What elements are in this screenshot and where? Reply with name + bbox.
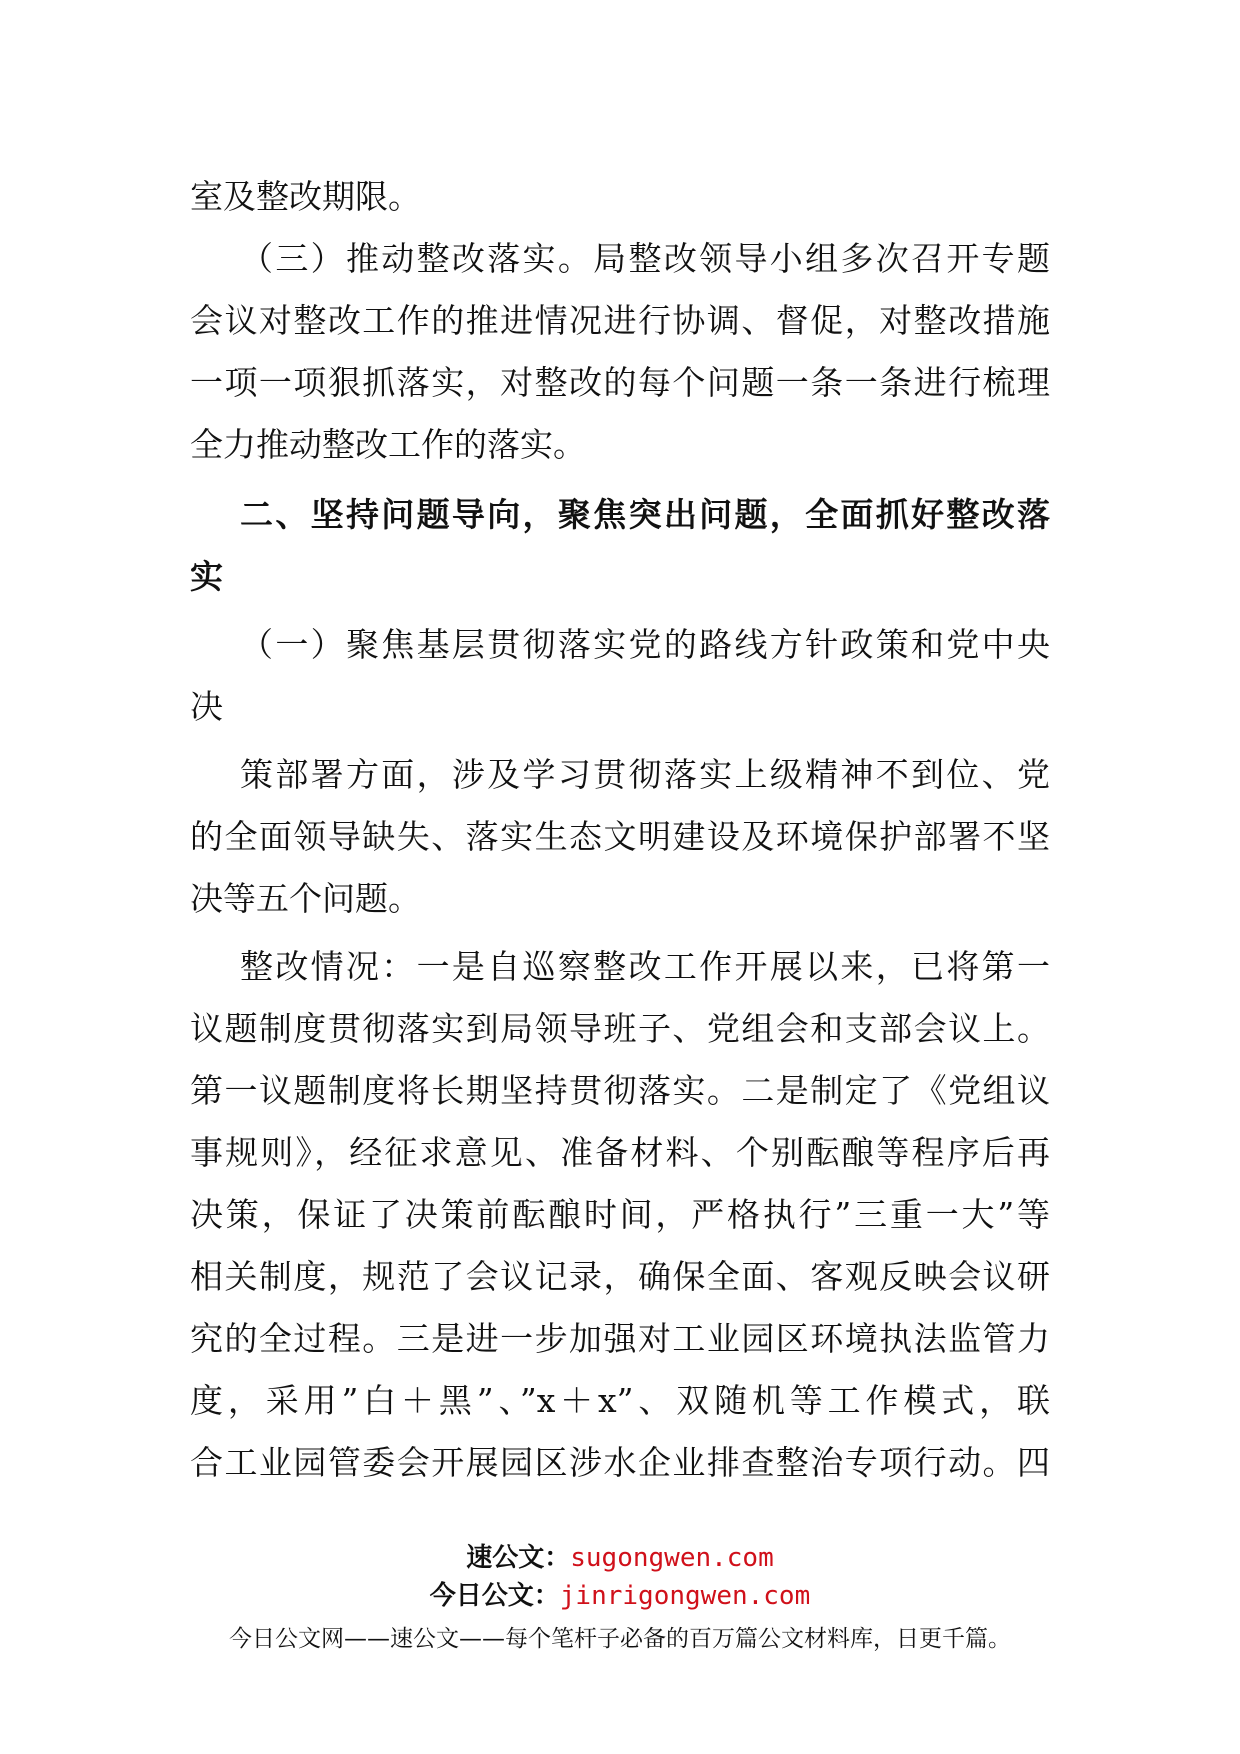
section-heading-1-cont: 决 [190,687,223,726]
text-line: 室及整改期限。 [190,177,421,216]
text-line: 一项一项狠抓落实，对整改的每个问题一条一条进行梳理 [190,363,1050,402]
section-heading-3: （三）推动整改落实。局整改领导小组多次召开专题 [240,239,1050,278]
footer-site-2-label: 今日公文： [429,1581,560,1611]
footer-site-1 [0,1540,1240,1576]
text-line: 议题制度贯彻落实到局领导班子、党组会和支部会议上。 [190,1009,1050,1048]
text-line: 决策，保证了决策前酝酿时间，严格执行”三重一大”等 [190,1195,1050,1234]
text-line: 事规则》，经征求意见、准备材料、个别酝酿等程序后再 [190,1133,1050,1172]
text-line: 全力推动整改工作的落实。 [190,425,586,464]
chapter-heading-2-cont: 实 [190,557,223,596]
text-line: 合工业园管委会开展园区涉水企业排查整治专项行动。四 [190,1443,1050,1482]
text-line: 究的全过程。三是进一步加强对工业园区环境执法监管力 [190,1319,1050,1358]
text-line: 会议对整改工作的推进情况进行协调、督促，对整改措施 [190,301,1050,340]
chapter-heading-2: 二、坚持问题导向，聚焦突出问题，全面抓好整改落 [240,495,1050,534]
footer-site-2-url[interactable]: jinrigongwen.com [559,1581,811,1611]
text-line: 决等五个问题。 [190,879,421,918]
text-line: 整改情况：一是自巡察整改工作开展以来，已将第一 [240,947,1050,986]
text-line: 策部署方面，涉及学习贯彻落实上级精神不到位、党 [240,755,1050,794]
footer-site-1-url[interactable]: sugongwen.com [570,1543,774,1573]
text-line: 度，采用”白＋黑”、”x＋x”、双随机等工作模式，联 [190,1381,1050,1420]
text-line: 第一议题制度将长期坚持贯彻落实。二是制定了《党组议 [190,1071,1050,1110]
footer-site-2 [0,1578,1240,1614]
section-heading-1: （一）聚焦基层贯彻落实党的路线方针政策和党中央 [240,625,1050,664]
footer-site-1-label: 速公文： [466,1543,571,1573]
text-line: 相关制度，规范了会议记录，确保全面、客观反映会议研 [190,1257,1050,1296]
footer-slogan: 今日公文网——速公文——每个笔杆子必备的百万篇公文材料库，日更千篇。 [229,1626,1011,1652]
text-line: 的全面领导缺失、落实生态文明建设及环境保护部署不坚 [190,817,1050,856]
